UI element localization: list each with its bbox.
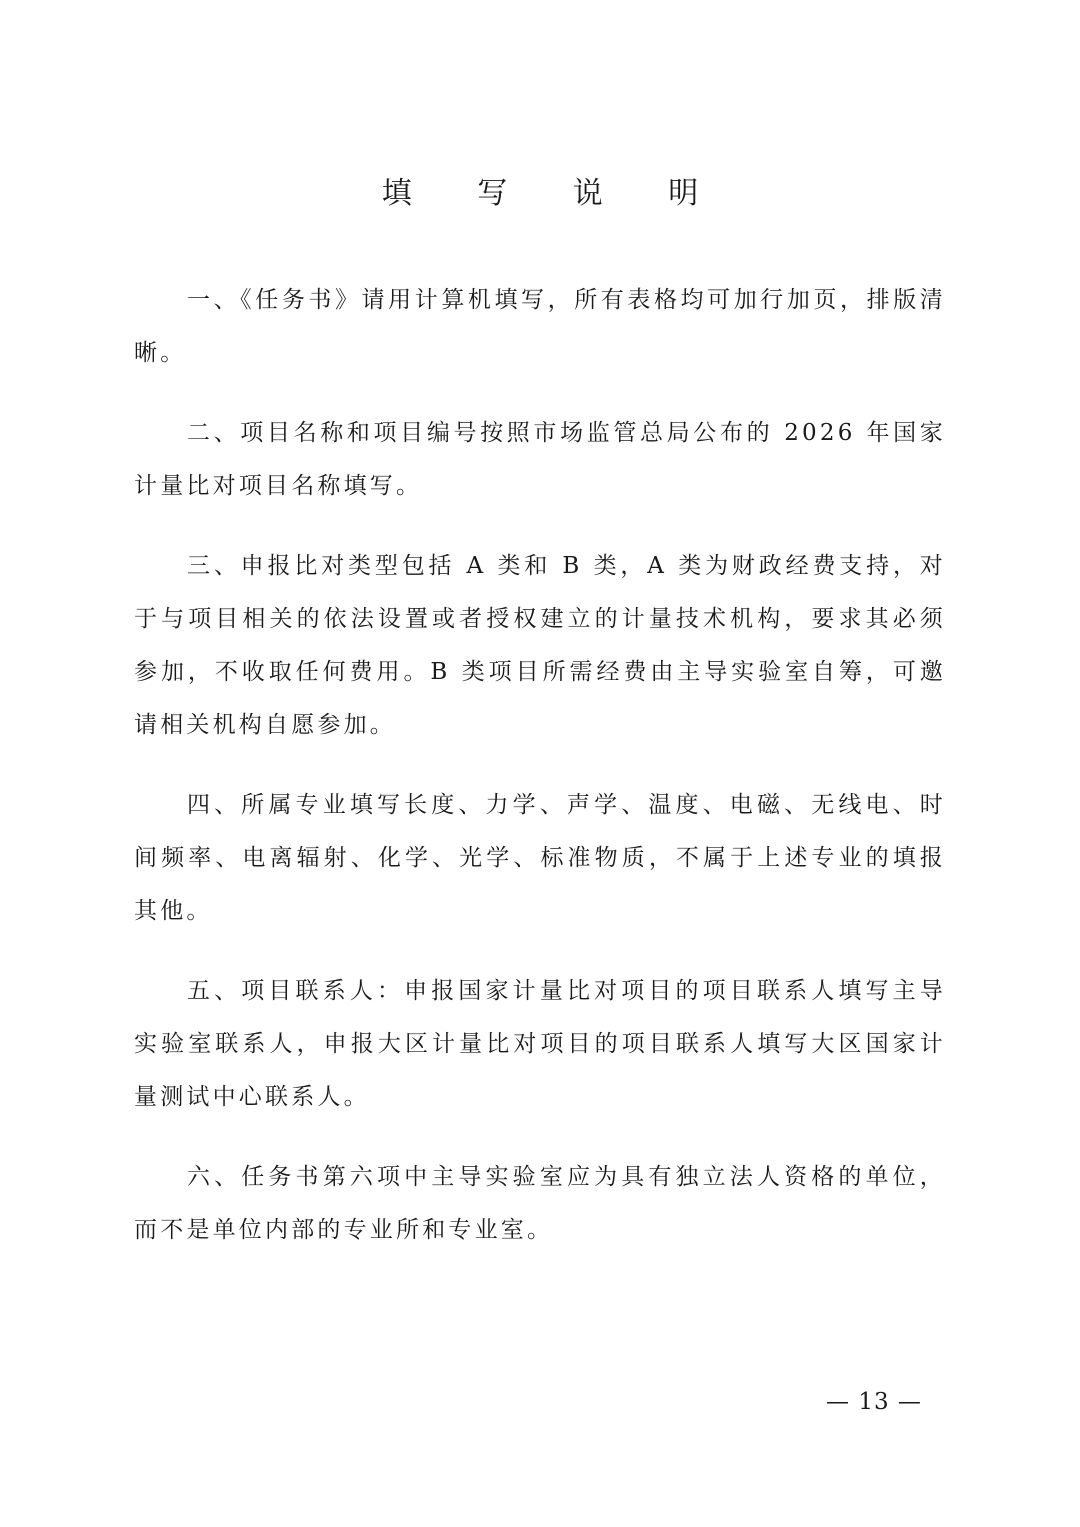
- instruction-paragraph-5: 五、项目联系人：申报国家计量比对项目的项目联系人填写主导实验室联系人，申报大区计量比对项目的项目联系人填写大区国家计量测试中心联系人。: [134, 978, 946, 1110]
- instruction-paragraph-2: 二、项目名称和项目编号按照市场监管总局公布的 2026 年国家计量比对项目名称填写。: [134, 420, 946, 499]
- page-title: 填 写 说 明: [381, 176, 727, 211]
- instruction-paragraph-6: 六、任务书第六项中主导实验室应为具有独立法人资格的单位，而不是单位内部的专业所和专业室。: [134, 1164, 946, 1243]
- instruction-paragraph-4: 四、所属专业填写长度、力学、声学、温度、电磁、无线电、时间频率、电离辐射、化学、光学、标准物质，不属于上述专业的填报其他。: [134, 792, 946, 924]
- instruction-paragraph-3: 三、申报比对类型包括 A 类和 B 类，A 类为财政经费支持，对于与项目相关的依法设置或者授权建立的计量技术机构，要求其必须参加，不收取任何费用。B 类项目所需经费由主导实验室自筹，可邀请相关机构自愿参加。: [134, 553, 946, 738]
- instruction-paragraph-1: 一、《任务书》请用计算机填写，所有表格均可加行加页，排版清晰。: [134, 287, 946, 366]
- instructions-body: [134, 274, 946, 1284]
- page-number: — 13 —: [826, 1389, 922, 1415]
